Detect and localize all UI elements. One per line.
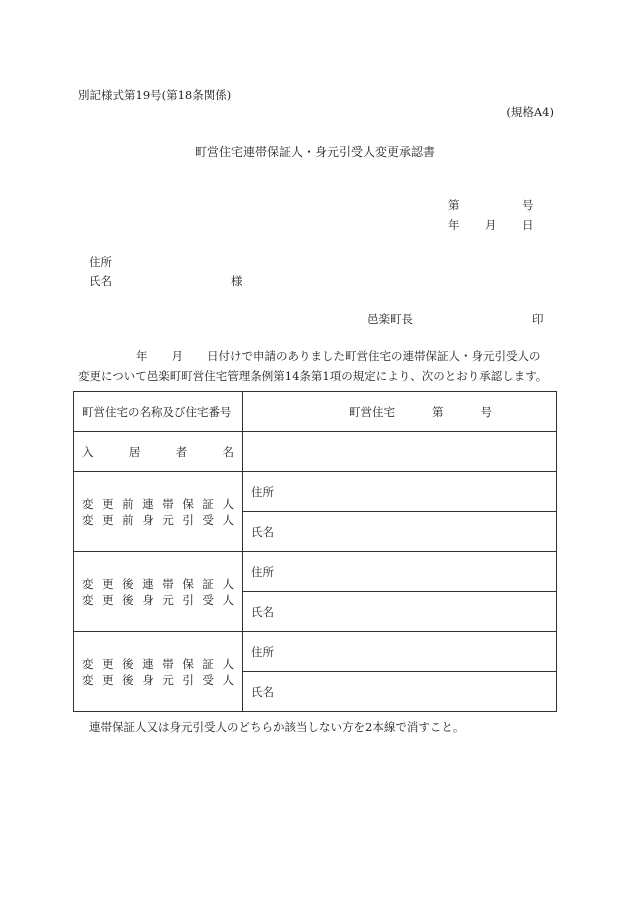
label-char: 帯 xyxy=(162,656,174,671)
label-char: 連 xyxy=(142,576,154,591)
guarantor-before-label xyxy=(74,472,243,552)
label-char: 保 xyxy=(182,576,194,591)
date-day: 日 xyxy=(522,218,534,232)
label-char: 前 xyxy=(122,512,134,527)
date-month: 月 xyxy=(485,218,497,232)
label-char: 更 xyxy=(102,576,114,591)
resident-name-label xyxy=(74,432,243,472)
recipient-honorific: 様 xyxy=(231,274,243,288)
footnote: 連帯保証人又は身元引受人のどちらか該当しない方を2本線で消すこと。 xyxy=(89,720,465,734)
label-char: 受 xyxy=(202,592,214,607)
recipient-address-label: 住所 xyxy=(89,255,112,269)
issuer-title: 邑楽町長 xyxy=(367,312,413,326)
label-char: 引 xyxy=(182,592,194,607)
guarantor-after-name-label: 氏名 xyxy=(251,604,274,619)
table-row-resident xyxy=(74,432,557,472)
label-char: 保 xyxy=(182,656,194,671)
label-char: 入 xyxy=(82,444,94,459)
label-char: 元 xyxy=(162,592,174,607)
document-title: 町営住宅連帯保証人・身元引受人変更承認書 xyxy=(194,145,435,159)
guarantor-after-2-address-cell[interactable] xyxy=(243,632,557,672)
table-row xyxy=(74,632,557,672)
label-char: 証 xyxy=(202,576,214,591)
label-char: 身 xyxy=(142,592,154,607)
label-char: 更 xyxy=(102,512,114,527)
guarantor-before-name-label: 氏名 xyxy=(251,524,274,539)
guarantor-before-address-label: 住所 xyxy=(251,484,274,499)
form-number: 別記様式第19号(第18条関係) xyxy=(78,88,232,102)
label-char: 帯 xyxy=(162,576,174,591)
label-char: 元 xyxy=(162,512,174,527)
form-table xyxy=(73,391,557,712)
guarantor-after-2-name-label: 氏名 xyxy=(251,684,274,699)
label-char: 人 xyxy=(222,512,234,527)
guarantor-after-2-name-cell[interactable] xyxy=(243,672,557,712)
label-char: 人 xyxy=(222,576,234,591)
size-note: (規格A4) xyxy=(506,105,554,119)
label-char: 更 xyxy=(102,496,114,511)
label-char: 変 xyxy=(82,592,94,607)
label-char: 人 xyxy=(222,592,234,607)
guarantor-before-name-cell[interactable] xyxy=(243,512,557,552)
date-year: 年 xyxy=(448,218,460,232)
guarantor-before-address-cell[interactable] xyxy=(243,472,557,512)
doc-number-dai: 第 xyxy=(448,198,460,212)
housing-value-cell[interactable] xyxy=(243,392,557,432)
approval-month: 月 xyxy=(171,349,183,363)
recipient-name-label: 氏名 xyxy=(89,274,112,288)
label-char: 変 xyxy=(82,512,94,527)
label-char: 後 xyxy=(122,672,134,687)
label-char: 変 xyxy=(82,656,94,671)
resident-name-cell[interactable] xyxy=(243,432,557,472)
label-char: 者 xyxy=(175,444,188,459)
label-char: 帯 xyxy=(162,496,174,511)
approval-line-2: 変更について邑楽町町営住宅管理条例第14条第1項の規定により、次のとおり承認します。 xyxy=(78,369,548,383)
label-char: 変 xyxy=(82,672,94,687)
label-char: 保 xyxy=(182,496,194,511)
label-char: 変 xyxy=(82,576,94,591)
guarantor-after-address-cell[interactable] xyxy=(243,552,557,592)
approval-paragraph xyxy=(78,346,558,386)
issuer-seal: 印 xyxy=(532,312,544,326)
label-char: 証 xyxy=(202,656,214,671)
table-row-housing xyxy=(74,392,557,432)
approval-line-1-text: 日付けで申請のありました町営住宅の連帯保証人・身元引受人の xyxy=(207,349,541,363)
label-char: 更 xyxy=(102,592,114,607)
label-char: 後 xyxy=(122,656,134,671)
label-char: 人 xyxy=(222,496,234,511)
label-char: 居 xyxy=(128,444,141,459)
label-char: 引 xyxy=(182,672,194,687)
label-char: 更 xyxy=(102,656,114,671)
label-char: 身 xyxy=(142,672,154,687)
guarantor-after-2-label xyxy=(74,632,243,712)
guarantor-after-label xyxy=(74,552,243,632)
label-char: 受 xyxy=(202,672,214,687)
label-char: 人 xyxy=(222,656,234,671)
label-char: 後 xyxy=(122,576,134,591)
doc-number-go: 号 xyxy=(522,198,534,212)
guarantor-after-address-label: 住所 xyxy=(251,564,274,579)
label-char: 後 xyxy=(122,592,134,607)
label-char: 変 xyxy=(82,496,94,511)
table-row xyxy=(74,472,557,512)
label-char: 更 xyxy=(102,672,114,687)
approval-line-1 xyxy=(78,346,558,366)
housing-label: 町営住宅の名称及び住宅番号 xyxy=(74,392,243,432)
table-row xyxy=(74,552,557,592)
label-char: 連 xyxy=(142,656,154,671)
label-char: 人 xyxy=(222,672,234,687)
housing-dai: 第 xyxy=(432,404,444,419)
approval-year: 年 xyxy=(136,349,148,363)
guarantor-after-name-cell[interactable] xyxy=(243,592,557,632)
label-char: 名 xyxy=(222,444,234,459)
label-char: 前 xyxy=(122,496,134,511)
label-char: 引 xyxy=(182,512,194,527)
label-char: 連 xyxy=(142,496,154,511)
label-char: 証 xyxy=(202,496,214,511)
label-char: 身 xyxy=(142,512,154,527)
housing-go: 号 xyxy=(480,404,492,419)
label-char: 受 xyxy=(202,512,214,527)
label-char: 元 xyxy=(162,672,174,687)
housing-name: 町営住宅 xyxy=(349,404,395,419)
guarantor-after-2-address-label: 住所 xyxy=(251,644,274,659)
